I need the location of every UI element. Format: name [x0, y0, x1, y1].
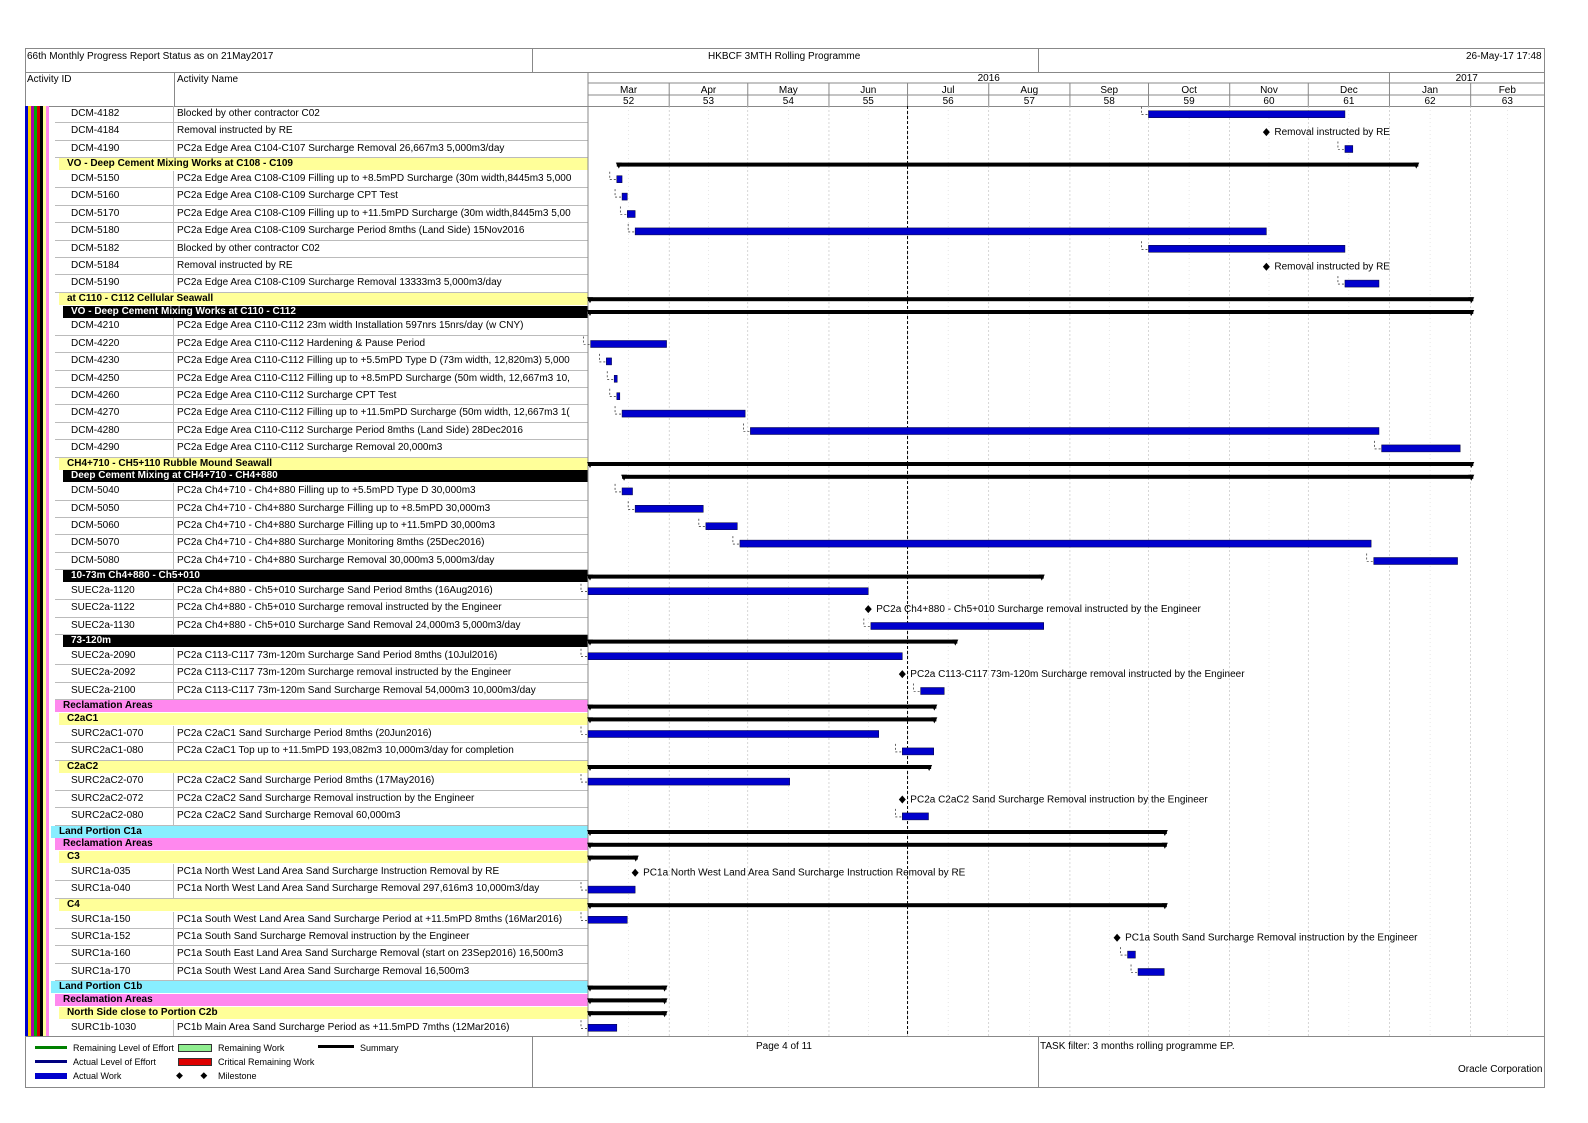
- activity-bar: [635, 505, 703, 512]
- summary-bar: [588, 297, 1473, 301]
- activity-name: PC2a Edge Area C108-C109 Filling up to +11.5mPD Surcharge (30m width,8445m3 5,00: [177, 207, 571, 219]
- activity-bar: [627, 211, 635, 218]
- activity-id: SURC2aC1-080: [71, 745, 144, 757]
- activity-name: PC2a C2aC2 Sand Surcharge Removal instruction by the Engineer: [177, 792, 475, 804]
- footer-divider: [1038, 1036, 1039, 1088]
- activity-bar: [635, 228, 1266, 235]
- activity-bar: [591, 341, 667, 348]
- year-label: 2017: [1455, 73, 1478, 84]
- activity-id: SURC2aC2-072: [71, 792, 144, 804]
- period-label: 54: [782, 96, 794, 107]
- wbs-label: VO - Deep Cement Mixing Works at C108 - C109: [67, 158, 293, 170]
- wbs-label: Reclamation Areas: [63, 838, 153, 850]
- activity-name: PC2a Edge Area C110-C112 Surcharge Removal 20,000m3: [177, 442, 443, 454]
- activity-name: PC2a Ch4+710 - Ch4+880 Surcharge Filling up to +8.5mPD 30,000m3: [177, 502, 491, 514]
- activity-bar: [588, 886, 635, 893]
- activity-bar: [588, 1024, 617, 1031]
- activity-name: PC2a Edge Area C110-C112 Surcharge CPT Test: [177, 390, 397, 401]
- wbs-label: C2aC1: [67, 713, 99, 724]
- activity-bar: [588, 588, 868, 595]
- activity-id: SURC1a-040: [71, 883, 131, 895]
- legend-swatch-summary: [318, 1045, 354, 1048]
- activity-id: DCM-5070: [71, 537, 120, 549]
- activity-name: PC2a C113-C117 73m-120m Surcharge removal instructed by the Engineer: [177, 667, 512, 679]
- milestone-marker: [865, 605, 872, 613]
- milestone-marker: [632, 869, 639, 877]
- col-activity-id: Activity ID: [27, 74, 72, 85]
- wbs-label: Land Portion C1a: [59, 825, 142, 837]
- summary-bar: [622, 475, 1473, 479]
- activity-bar: [1374, 558, 1458, 565]
- activity-bar: [588, 778, 790, 785]
- period-label: 55: [862, 96, 874, 107]
- summary-bar: [588, 1011, 667, 1015]
- activity-bar: [617, 176, 622, 183]
- period-label: 52: [623, 96, 635, 107]
- activity-bar: [921, 688, 945, 695]
- activity-name: PC1b Main Area Sand Surcharge Period as +11.5mPD 7mths (12Mar2016): [177, 1021, 510, 1033]
- activity-id: SURC1b-1030: [71, 1021, 137, 1033]
- activity-id: SUEC2a-1120: [71, 585, 135, 596]
- activity-name: PC2a C2aC1 Sand Surcharge Period 8mths (20Jun2016): [177, 727, 432, 739]
- wbs-label: C4: [67, 898, 80, 910]
- summary-bar: [588, 856, 638, 860]
- period-label: 60: [1263, 96, 1275, 107]
- activity-name: PC1a South West Land Area Sand Surcharge Removal 16,500m3: [177, 965, 470, 977]
- legend-milestone: Milestone: [218, 1071, 257, 1081]
- wbs-label: Deep Cement Mixing at CH4+710 - CH4+880: [71, 470, 278, 482]
- activity-bar: [871, 623, 1044, 630]
- milestone-label: PC1a South Sand Surcharge Removal instruction by the Engineer: [1125, 932, 1418, 944]
- footer-rule: [25, 1036, 1545, 1037]
- summary-bar: [588, 705, 936, 709]
- programme-title: HKBCF 3MTH Rolling Programme: [708, 51, 861, 62]
- activity-id: DCM-4184: [71, 125, 120, 137]
- activity-name: PC2a Ch4+880 - Ch5+010 Surcharge Sand Removal 24,000m3 5,000m3/day: [177, 619, 521, 631]
- legend-swatch-remaining-work: [178, 1044, 212, 1052]
- activity-id: SURC2aC1-070: [71, 727, 144, 739]
- activity-id: DCM-5150: [71, 173, 120, 184]
- wbs-label: 10-73m Ch4+880 - Ch5+010: [71, 570, 200, 582]
- activity-id: SURC1a-160: [71, 948, 131, 960]
- wbs-label: C3: [67, 851, 80, 863]
- activity-id: SURC1a-152: [71, 931, 131, 942]
- activity-id: DCM-4220: [71, 337, 120, 349]
- milestone-label: PC1a North West Land Area Sand Surcharge Instruction Removal by RE: [643, 867, 966, 879]
- summary-bar: [588, 843, 1167, 847]
- activity-id: SUEC2a-1122: [71, 602, 135, 614]
- activity-name: PC2a Ch4+710 - Ch4+880 Surcharge Removal 30,000m3 5,000m3/day: [177, 554, 495, 566]
- activity-id: SURC1a-150: [71, 913, 131, 925]
- activity-name: PC2a Ch4+880 - Ch5+010 Surcharge removal instructed by the Engineer: [177, 602, 502, 614]
- activity-id: SURC2aC2-080: [71, 810, 144, 822]
- activity-bar: [1128, 951, 1136, 958]
- activity-id: SURC2aC2-070: [71, 775, 144, 787]
- month-label: Jun: [860, 85, 877, 96]
- activity-bar: [1149, 245, 1345, 252]
- activity-id: DCM-5170: [71, 207, 120, 219]
- month-label: Aug: [1020, 85, 1039, 96]
- activity-id: DCM-4190: [71, 142, 120, 154]
- activity-bar: [622, 193, 627, 200]
- month-label: Dec: [1339, 85, 1358, 96]
- activity-id: DCM-5184: [71, 260, 120, 271]
- activity-bar: [740, 540, 1371, 547]
- legend-swatch-remaining-loe: [35, 1046, 67, 1049]
- legend-remaining-loe: Remaining Level of Effort: [73, 1043, 174, 1053]
- summary-bar: [617, 163, 1418, 167]
- activity-id: DCM-4182: [71, 108, 120, 119]
- activity-bar: [622, 410, 745, 417]
- wbs-label: North Side close to Portion C2b: [67, 1006, 218, 1018]
- legend-remaining-work: Remaining Work: [218, 1043, 285, 1053]
- activity-id: DCM-4230: [71, 355, 120, 367]
- activity-name: PC1a South East Land Area Sand Surcharge Removal (start on 23Sep2016) 16,500m3: [177, 948, 564, 960]
- legend-milestone-icon: ◆ ◆: [176, 1070, 208, 1080]
- wbs-label: 73-120m: [71, 635, 112, 647]
- milestone-label: Removal instructed by RE: [1274, 261, 1390, 273]
- activity-id: DCM-5050: [71, 502, 120, 514]
- activity-name: PC1a South West Land Area Sand Surcharge Period at +11.5mPD 8mths (16Mar2016): [177, 913, 563, 925]
- activity-name: Removal instructed by RE: [177, 125, 293, 137]
- milestone-label: Removal instructed by RE: [1274, 127, 1390, 139]
- activity-bar: [588, 916, 627, 923]
- activity-name: PC2a C2aC2 Sand Surcharge Period 8mths (17May2016): [177, 775, 435, 787]
- milestone-label: PC2a C113-C117 73m-120m Surcharge removal instructed by the Engineer: [910, 669, 1245, 681]
- activity-name: PC2a Edge Area C110-C112 23m width Installation 597nrs 15nrs/day (w CNY): [177, 320, 524, 332]
- wbs-label: C2aC2: [67, 760, 99, 772]
- legend-swatch-critical: [178, 1058, 212, 1066]
- activity-name: PC2a Edge Area C110-C112 Filling up to +8.5mPD Surcharge (50m width, 12,667m3 10,: [177, 372, 570, 384]
- activity-bar: [614, 375, 617, 382]
- activity-id: DCM-4270: [71, 407, 120, 419]
- activity-name: PC2a Ch4+880 - Ch5+010 Surcharge Sand Period 8mths (16Aug2016): [177, 585, 493, 596]
- activity-bar: [1345, 146, 1353, 153]
- summary-bar: [588, 575, 1044, 579]
- legend-summary: Summary: [360, 1043, 399, 1053]
- activity-name: PC2a Ch4+710 - Ch4+880 Filling up to +5.5mPD Type D 30,000m3: [177, 485, 476, 497]
- summary-bar: [588, 998, 667, 1002]
- activity-bar: [606, 358, 611, 365]
- activity-bar: [622, 488, 632, 495]
- activity-bar: [1382, 445, 1461, 452]
- month-label: Feb: [1498, 85, 1516, 96]
- month-label: Sep: [1100, 85, 1119, 96]
- month-label: Apr: [700, 85, 717, 96]
- milestone-marker: [899, 670, 906, 678]
- activity-bar: [588, 731, 879, 738]
- activity-name: Blocked by other contractor C02: [177, 242, 320, 254]
- activity-id: SURC1a-170: [71, 965, 131, 977]
- activity-name: PC2a Edge Area C110-C112 Filling up to +5.5mPD Type D (73m width, 12,820m3) 5,000: [177, 355, 570, 367]
- activity-name: PC2a C113-C117 73m-120m Surcharge Sand Period 8mths (10Jul2016): [177, 650, 498, 661]
- summary-bar: [588, 986, 667, 990]
- wbs-label: Land Portion C1b: [59, 981, 143, 993]
- activity-id: DCM-5160: [71, 190, 120, 202]
- activity-id: DCM-5190: [71, 277, 120, 289]
- period-label: 56: [942, 96, 954, 107]
- activity-bar: [902, 813, 928, 820]
- month-label: Mar: [619, 85, 638, 96]
- activity-name: PC1a North West Land Area Sand Surcharge Instruction Removal by RE: [177, 866, 500, 877]
- milestone-marker: [1114, 934, 1121, 942]
- summary-bar: [588, 765, 931, 769]
- activity-name: Removal instructed by RE: [177, 260, 293, 271]
- summary-bar: [588, 462, 1473, 466]
- activity-name: PC2a Ch4+710 - Ch4+880 Surcharge Monitoring 8mths (25Dec2016): [177, 537, 485, 549]
- task-filter: TASK filter: 3 months rolling programme EP.: [1040, 1041, 1235, 1052]
- activity-name: PC2a Ch4+710 - Ch4+880 Surcharge Filling up to +11.5mPD 30,000m3: [177, 520, 496, 531]
- activity-name: PC2a Edge Area C108-C109 Filling up to +8.5mPD Surcharge (30m width,8445m3 5,000: [177, 173, 572, 184]
- report-title: 66th Monthly Progress Report Status as on 21May2017: [27, 51, 274, 62]
- activity-name: PC1a South Sand Surcharge Removal instruction by the Engineer: [177, 931, 470, 942]
- period-label: 53: [702, 96, 715, 107]
- period-label: 59: [1183, 96, 1195, 107]
- print-date: 26-May-17 17:48: [1466, 51, 1542, 62]
- month-label: May: [778, 85, 798, 96]
- month-label: Jan: [1422, 85, 1439, 96]
- activity-name: PC2a Edge Area C108-C109 Surcharge Period 8mths (Land Side) 15Nov2016: [177, 225, 525, 237]
- legend-swatch-actual-loe: [35, 1060, 67, 1063]
- wbs-label: CH4+710 - CH5+110 Rubble Mound Seawall: [67, 457, 273, 469]
- activity-bar: [706, 523, 737, 530]
- legend-swatch-actual-work: [35, 1073, 67, 1079]
- month-label: Jul: [941, 85, 955, 96]
- activity-id: DCM-5182: [71, 242, 120, 254]
- activity-bar: [902, 748, 933, 755]
- milestone-label: PC2a C2aC2 Sand Surcharge Removal instruction by the Engineer: [910, 794, 1208, 806]
- activity-name: Blocked by other contractor C02: [177, 108, 320, 119]
- milestone-marker: [899, 796, 906, 804]
- activity-name: PC2a Edge Area C110-C112 Hardening & Pause Period: [177, 337, 426, 349]
- activity-id: DCM-5060: [71, 520, 120, 531]
- summary-bar: [588, 640, 957, 644]
- legend-actual-work: Actual Work: [73, 1071, 122, 1081]
- footer-divider: [532, 1036, 533, 1088]
- summary-bar: [588, 830, 1167, 834]
- summary-bar: [588, 903, 1167, 907]
- wbs-label: Reclamation Areas: [63, 994, 153, 1005]
- activity-id: DCM-4260: [71, 390, 120, 401]
- activity-bar: [617, 393, 620, 400]
- activity-id: DCM-5180: [71, 225, 120, 237]
- activity-name: PC2a C2aC1 Top up to +11.5mPD 193,082m3 10,000m3/day for completion: [177, 745, 514, 757]
- activity-name: PC1a North West Land Area Sand Surcharge Removal 297,616m3 10,000m3/day: [177, 883, 540, 895]
- period-label: 63: [1501, 96, 1513, 107]
- period-label: 57: [1023, 96, 1035, 107]
- wbs-label: VO - Deep Cement Mixing Works at C110 - C112: [71, 305, 296, 317]
- legend-critical: Critical Remaining Work: [218, 1057, 315, 1067]
- activity-id: DCM-5040: [71, 485, 120, 497]
- period-label: 58: [1103, 96, 1115, 107]
- activity-bar: [1345, 280, 1379, 287]
- activity-id: DCM-4290: [71, 442, 120, 454]
- activity-name: PC2a C2aC2 Sand Surcharge Removal 60,000m3: [177, 810, 401, 822]
- activity-bar: [750, 428, 1379, 435]
- activity-id: SUEC2a-2100: [71, 684, 136, 696]
- activity-bar: [1149, 111, 1345, 118]
- activity-name: PC2a Edge Area C108-C109 Surcharge CPT Test: [177, 190, 398, 202]
- year-label: 2016: [977, 73, 1000, 84]
- company: Oracle Corporation: [1458, 1064, 1543, 1075]
- activity-id: DCM-4280: [71, 424, 120, 436]
- activity-id: DCM-5080: [71, 554, 120, 566]
- col-activity-name: Activity Name: [177, 74, 239, 85]
- month-label: Oct: [1181, 85, 1197, 96]
- activity-id: SUEC2a-2090: [71, 650, 136, 661]
- activity-id: SURC1a-035: [71, 866, 131, 877]
- activity-name: PC2a Edge Area C104-C107 Surcharge Removal 26,667m3 5,000m3/day: [177, 142, 505, 154]
- activity-name: PC2a Edge Area C110-C112 Surcharge Period 8mths (Land Side) 28Dec2016: [177, 424, 523, 436]
- milestone-marker: [1263, 263, 1270, 271]
- wbs-label: Reclamation Areas: [63, 700, 153, 712]
- summary-bar: [588, 717, 936, 721]
- activity-id: SUEC2a-1130: [71, 619, 135, 631]
- activity-id: DCM-4210: [71, 320, 120, 332]
- period-label: 62: [1424, 96, 1436, 107]
- month-label: Nov: [1260, 85, 1278, 96]
- activity-bar: [1138, 969, 1164, 976]
- activity-id: SUEC2a-2092: [71, 667, 136, 679]
- activity-id: DCM-4250: [71, 372, 120, 384]
- page-number: Page 4 of 11: [756, 1041, 812, 1052]
- activity-bar: [588, 653, 902, 660]
- milestone-label: PC2a Ch4+880 - Ch5+010 Surcharge removal instructed by the Engineer: [876, 604, 1201, 616]
- period-label: 61: [1343, 96, 1355, 107]
- activity-name: PC2a C113-C117 73m-120m Sand Surcharge Removal 54,000m3 10,000m3/day: [177, 684, 536, 696]
- summary-bar: [588, 310, 1473, 314]
- activity-name: PC2a Edge Area C108-C109 Surcharge Removal 13333m3 5,000m3/day: [177, 277, 502, 289]
- wbs-label: at C110 - C112 Cellular Seawall: [67, 292, 214, 304]
- activity-name: PC2a Edge Area C110-C112 Filling up to +11.5mPD Surcharge (50m width, 12,667m3 1(: [177, 407, 570, 419]
- legend-actual-loe: Actual Level of Effort: [73, 1057, 156, 1067]
